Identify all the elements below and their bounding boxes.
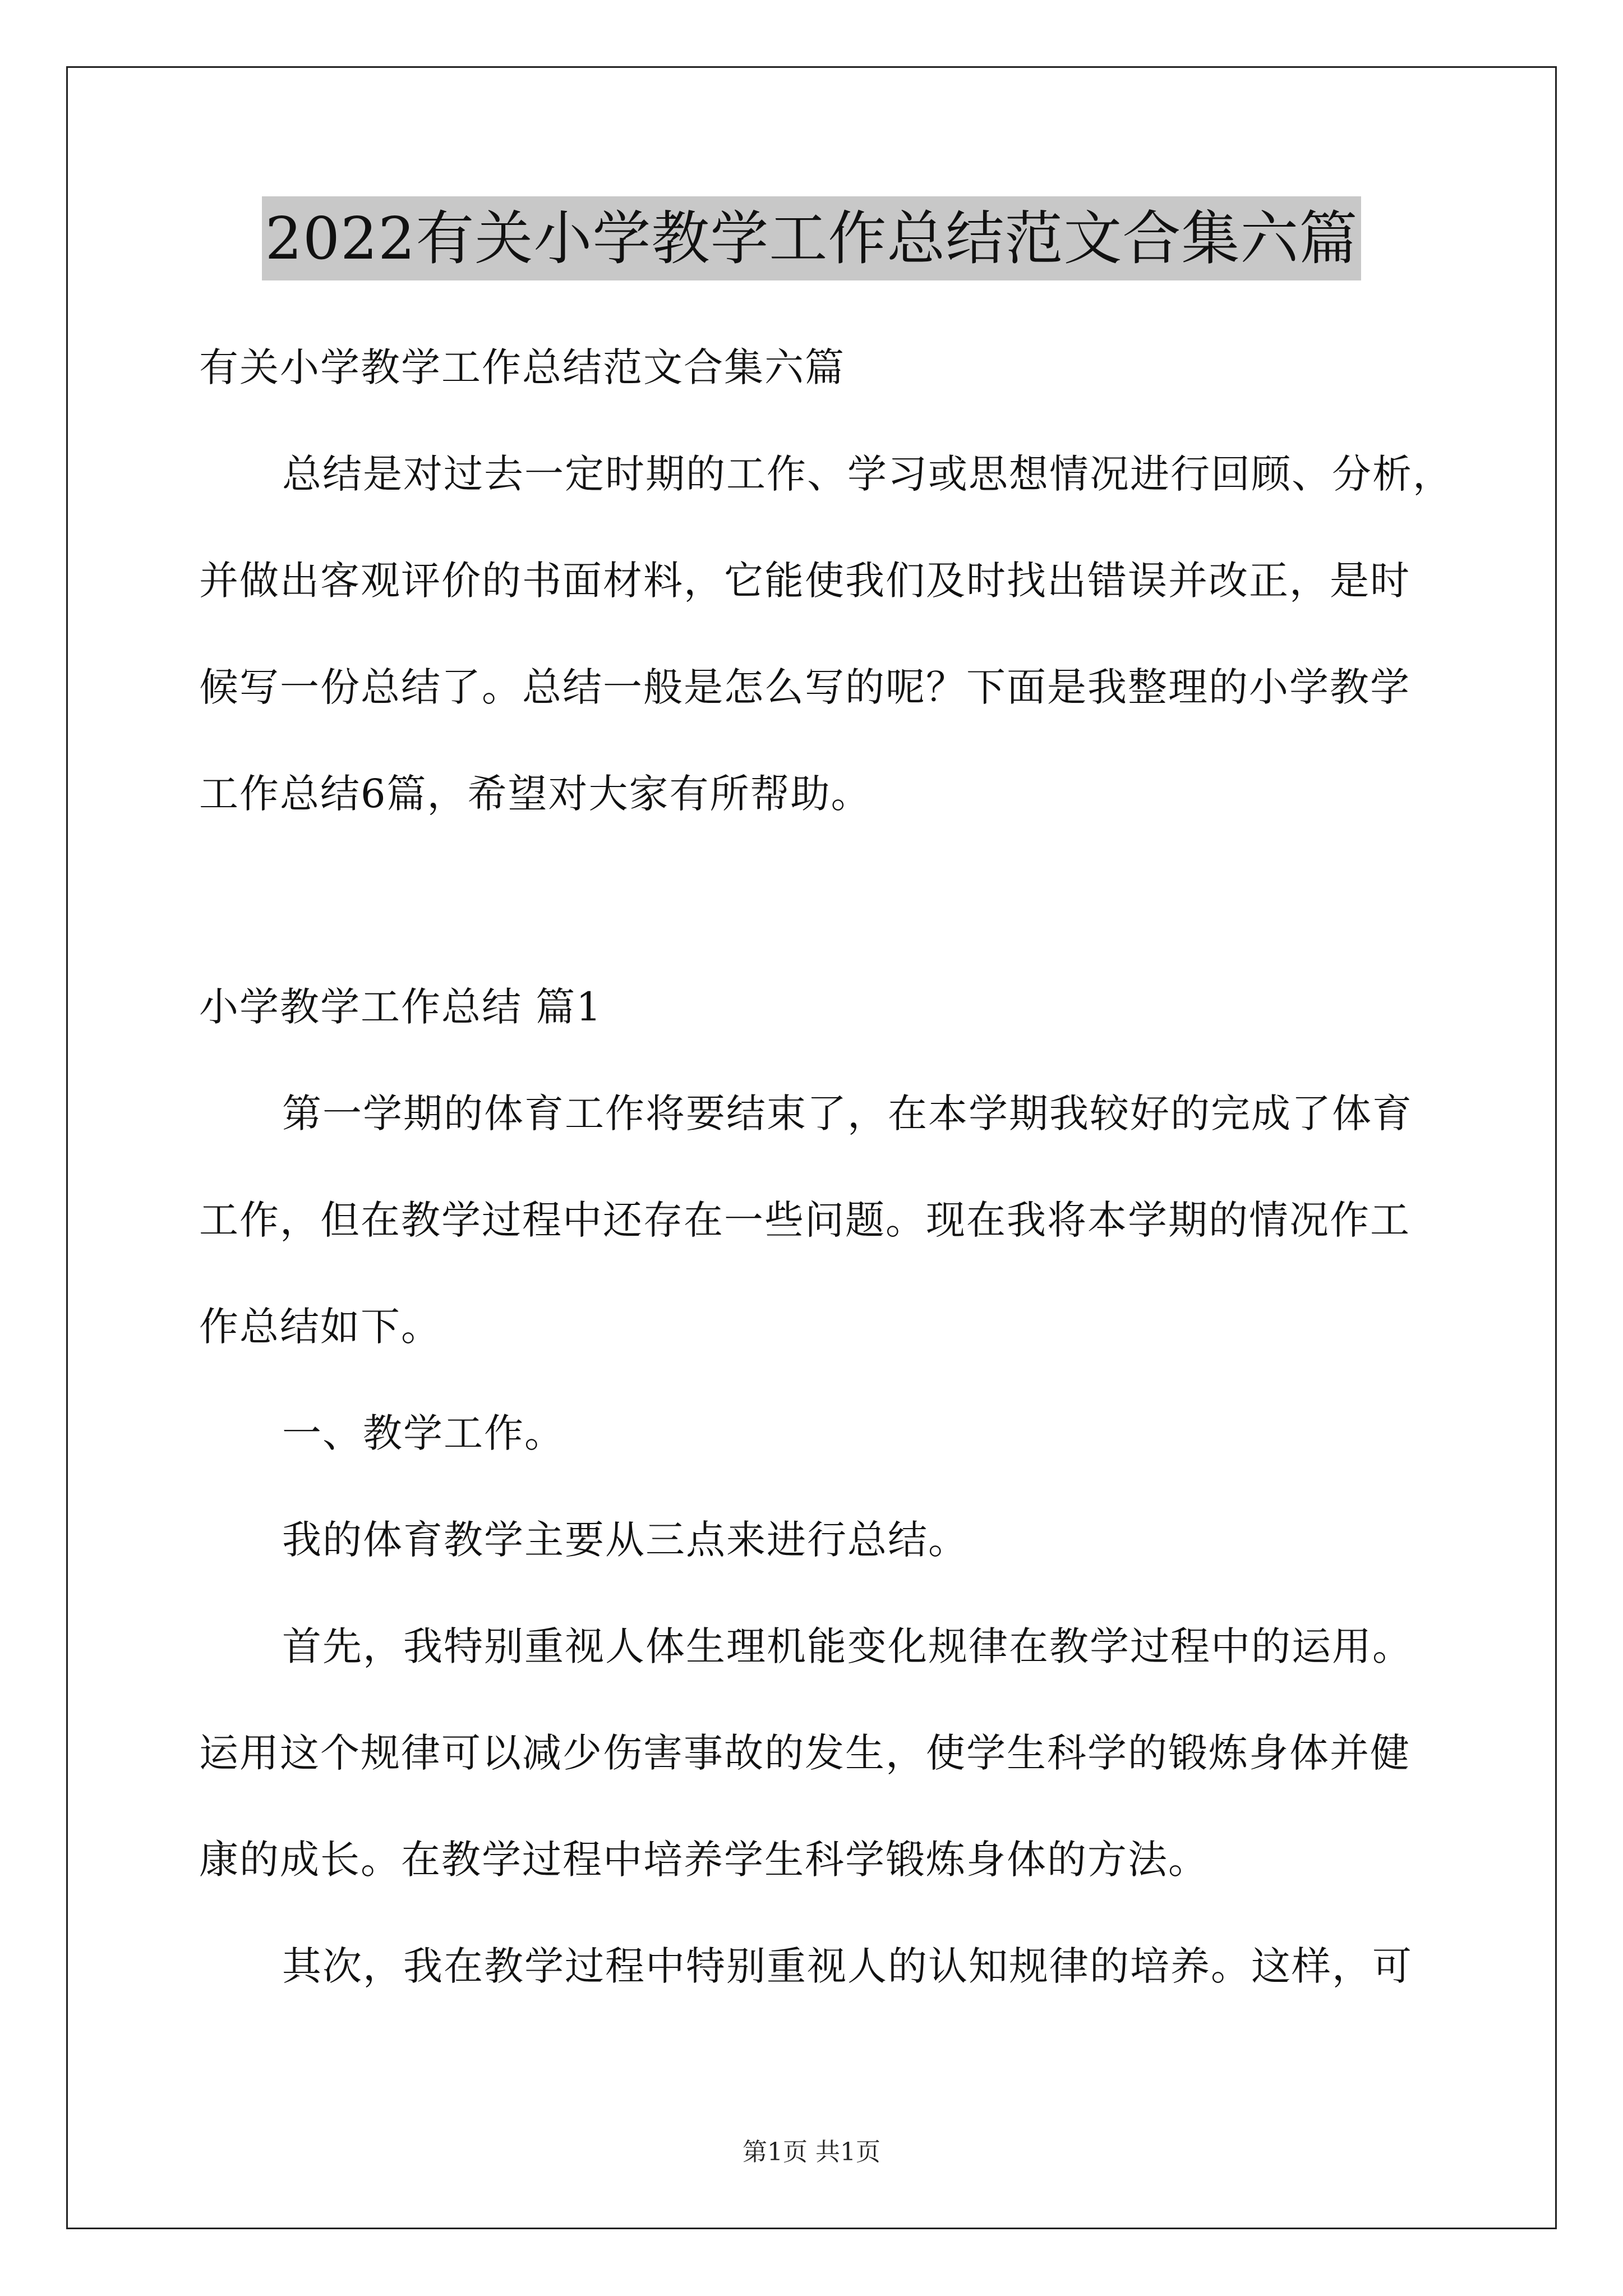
title-container [0, 196, 1623, 280]
body-line: 首先，我特别重视人体生理机能变化规律在教学过程中的运用。 [282, 1623, 1413, 1669]
body-line: 康的成长。在教学过程中培养学生科学锻炼身体的方法。 [199, 1837, 1209, 1883]
intro-line: 候写一份总结了。总结一般是怎么写的呢？下面是我整理的小学教学 [199, 664, 1410, 710]
document-body [199, 314, 1453, 2019]
document-subtitle: 有关小学教学工作总结范文合集六篇 [199, 344, 845, 390]
body-line: 第一学期的体育工作将要结束了，在本学期我较好的完成了体育 [282, 1091, 1413, 1137]
body-line: 工作，但在教学过程中还存在一些问题。现在我将本学期的情况作工 [199, 1197, 1410, 1243]
section-heading: 小学教学工作总结 篇1 [199, 984, 602, 1030]
body-line: 一、教学工作。 [282, 1410, 565, 1456]
page-footer: 第1页 共1页 [743, 2138, 880, 2166]
blank-line [199, 847, 1427, 954]
body-line: 其次，我在教学过程中特别重视人的认知规律的培养。这样，可 [282, 1943, 1413, 1989]
intro-line: 工作总结6篇，希望对大家有所帮助。 [199, 771, 872, 817]
intro-line: 并做出客观评价的书面材料，它能使我们及时找出错误并改正，是时 [199, 558, 1410, 604]
intro-line: 总结是对过去一定时期的工作、学习或思想情况进行回顾、分析， [282, 451, 1453, 497]
document-title: 2022有关小学教学工作总结范文合集六篇 [262, 196, 1362, 280]
body-line: 作总结如下。 [199, 1304, 441, 1350]
body-line: 我的体育教学主要从三点来进行总结。 [282, 1517, 969, 1563]
body-line: 运用这个规律可以减少伤害事故的发生，使学生科学的锻炼身体并健 [199, 1730, 1410, 1776]
